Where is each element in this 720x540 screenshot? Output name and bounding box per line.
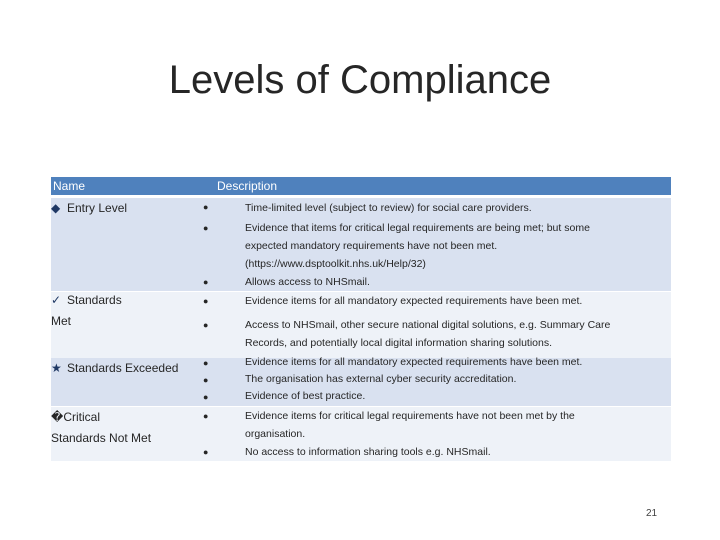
diamond-icon: ◆ <box>51 201 61 215</box>
row-name-standards-exceeded <box>51 358 178 379</box>
bullet-icon: ● <box>203 411 209 421</box>
row-name-critical <box>51 407 151 449</box>
bullet-icon: ● <box>203 392 209 402</box>
star-icon: ★ <box>51 361 62 375</box>
row-bullet-text: Evidence of best practice. <box>245 390 366 402</box>
row-name-text: Standards Exceeded <box>67 361 179 375</box>
bullet-icon: ● <box>203 223 209 233</box>
row-name-text: Entry Level <box>67 201 128 215</box>
bullet-icon: ● <box>203 277 209 287</box>
row-name-text: Standards <box>67 293 122 307</box>
header-name: Name <box>53 179 86 193</box>
bullet-icon: ● <box>203 320 209 330</box>
bullet-icon: ● <box>203 202 209 212</box>
bullet-icon: ● <box>203 358 209 368</box>
cross-icon: � <box>51 410 64 424</box>
row-name-text: Critical <box>63 410 100 424</box>
bullet-icon: ● <box>203 447 209 457</box>
check-icon: ✓ <box>51 293 62 307</box>
row-bullet-text: No access to information sharing tools e.g. NHSmail. <box>245 446 491 458</box>
row-bullet-text: The organisation has external cyber security accreditation. <box>245 373 517 385</box>
page-number: 21 <box>646 508 658 519</box>
bullet-icon: ● <box>203 375 209 385</box>
header-description: Description <box>217 179 278 193</box>
row-bullet-text: Access to NHSmail, other secure national digital solutions, e.g. Summary Care Records, and potentially local digital information sharing solutions. <box>245 319 611 349</box>
table-row-entry-level <box>51 198 671 292</box>
row-bullet-text: Evidence items for all mandatory expected requirements have been met. <box>245 295 583 307</box>
table-row-critical-not-met <box>51 407 671 462</box>
row-bullet-text: Allows access to NHSmail. <box>245 276 370 288</box>
table-row-standards-met <box>51 292 671 359</box>
row-bullet-text: Evidence items for all mandatory expected requirements have been met. <box>245 356 583 368</box>
row-name-standards-met <box>51 290 122 332</box>
row-bullet-text: Evidence items for critical legal requirements have not been met by the organisation. <box>245 410 575 440</box>
row-bullet-text: Evidence that items for critical legal requirements are being met; but some expected mandatory requirements have not been met. (https://www.dsptoolkit.nhs.uk/Help/32) <box>245 222 590 270</box>
table-header <box>51 177 671 195</box>
row-name-text-2: Standards Not Met <box>51 431 152 445</box>
row-bullet-text: Time-limited level (subject to review) for social care providers. <box>245 202 532 214</box>
row-name-entry-level <box>51 198 127 219</box>
table-row-standards-exceeded <box>51 358 671 407</box>
row-name-text-2: Met <box>51 314 72 328</box>
bullet-icon: ● <box>203 296 209 306</box>
slide-title: Levels of Compliance <box>168 58 552 102</box>
